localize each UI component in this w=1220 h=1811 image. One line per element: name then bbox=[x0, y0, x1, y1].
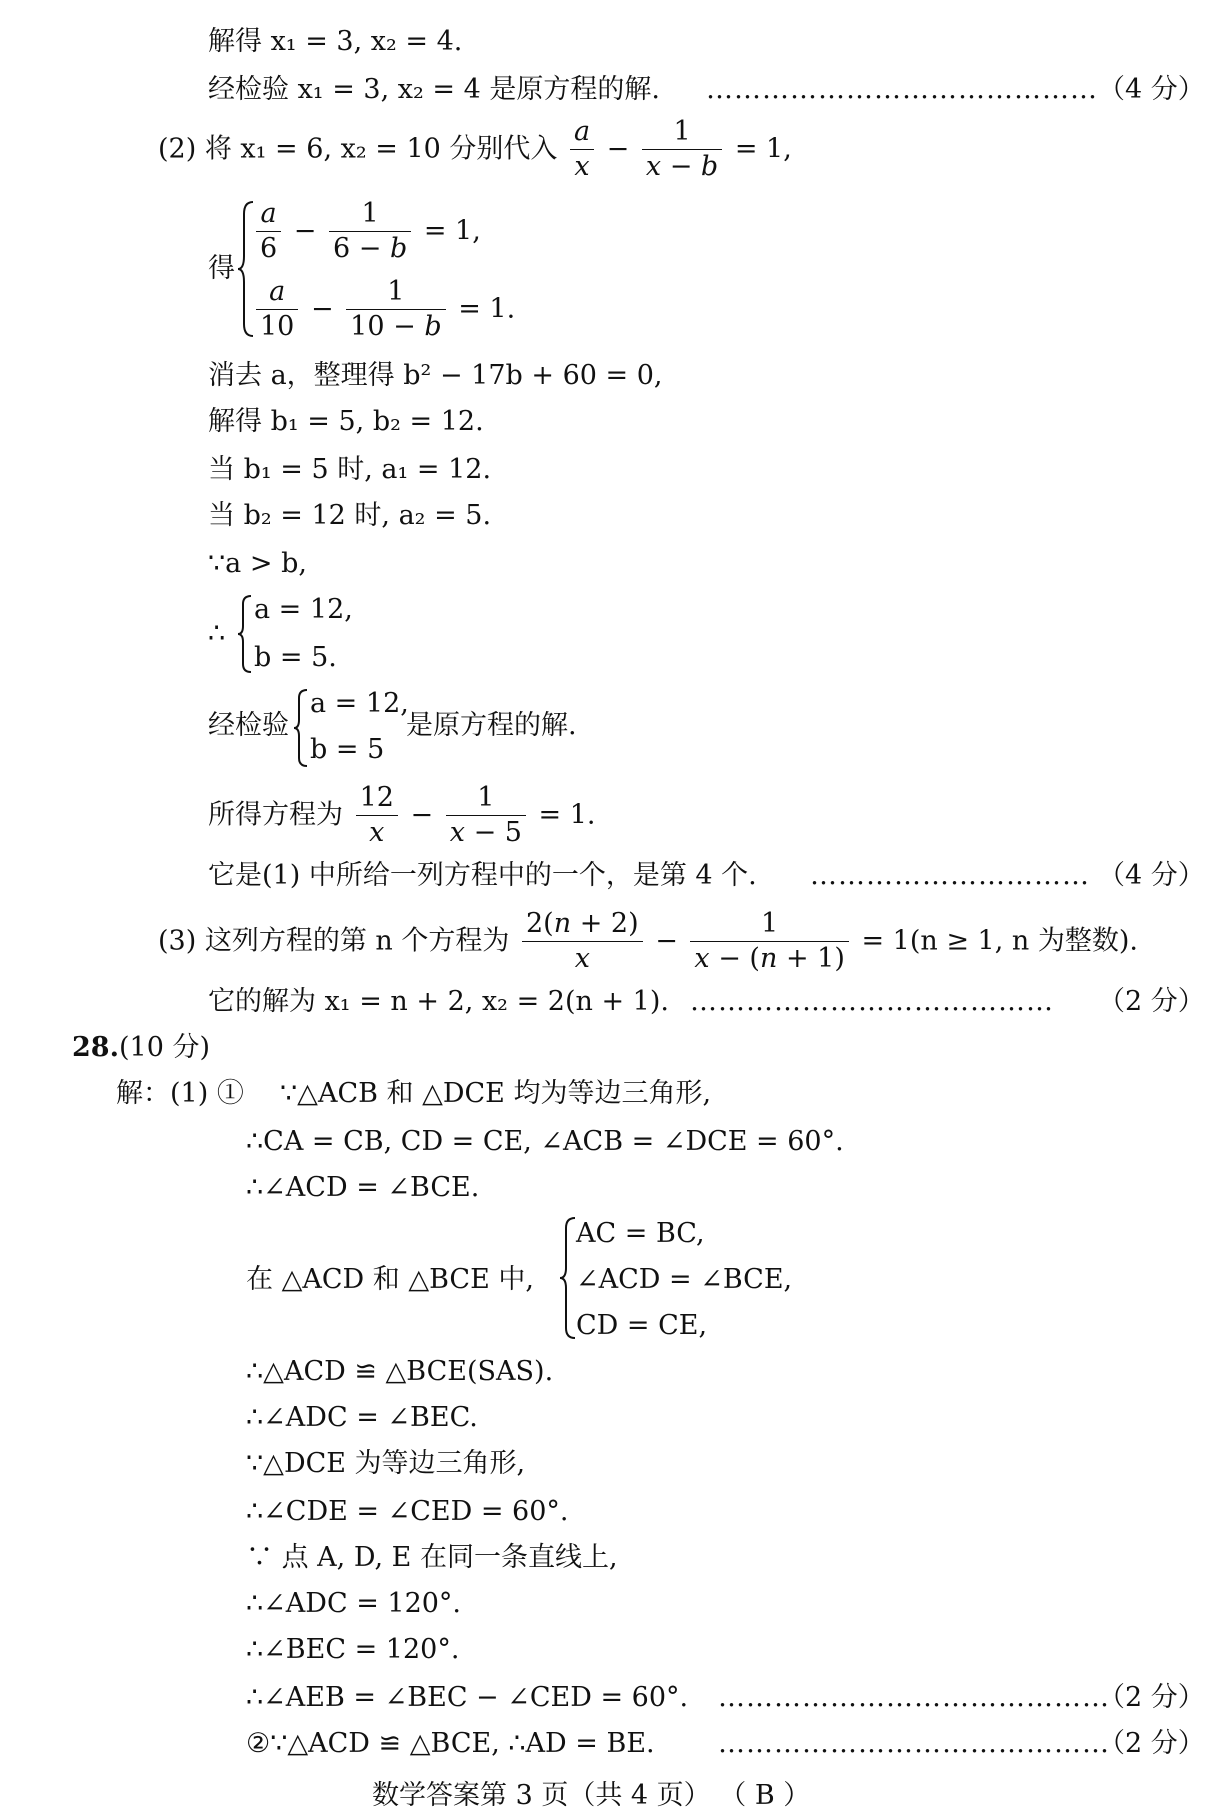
left-brace bbox=[292, 688, 310, 768]
eliminate-line: 消去 a，整理得 b² − 17b + 60 = 0, bbox=[208, 360, 663, 391]
condition-2: ∠ACD = ∠BCE, bbox=[576, 1264, 793, 1295]
fraction-1-over-x-minus-5: $\frac{1}{x - 5}$ bbox=[446, 784, 526, 848]
fraction-1-over-10-minus-b: $\frac{1}{10 - b}$ bbox=[346, 278, 445, 342]
fraction-1-over-6-minus-b: $\frac{1}{6 - b}$ bbox=[329, 200, 411, 264]
leader-dots: …………………………………… bbox=[718, 1682, 1110, 1713]
part3-suffix: = 1(n ≥ 1, n 为整数). bbox=[861, 925, 1138, 957]
left-brace bbox=[236, 594, 254, 674]
solution-b: b = 5. bbox=[254, 642, 337, 673]
system-eq2: $\frac{a}{10}$ − $\frac{1}{10 - b}$ = 1. bbox=[252, 278, 515, 342]
proof-line-1: ∵△ACB 和 △DCE 均为等边三角形, bbox=[280, 1078, 712, 1109]
when-b1-line: 当 b₁ = 5 时, a₁ = 12. bbox=[208, 454, 492, 485]
system-eq1: $\frac{a}{6}$ − $\frac{1}{6 - b}$ = 1, bbox=[252, 200, 481, 264]
therefore-symbol: ∴ bbox=[208, 618, 226, 649]
fraction-12-over-x: $\frac{12}{x}$ bbox=[356, 784, 398, 848]
question-points: (10 分) bbox=[118, 1032, 210, 1063]
score-label: （2 分） bbox=[1098, 1682, 1205, 1713]
proof-line-4: ∴△ACD ≌ △BCE(SAS). bbox=[246, 1356, 554, 1387]
de-label: 得 bbox=[208, 253, 235, 284]
leader-dots: ………………………………… bbox=[690, 986, 1054, 1017]
page-footer: 数学答案第 3 页（共 4 页） （ B ） bbox=[372, 1780, 811, 1811]
result-suffix: = 1. bbox=[538, 799, 596, 831]
score-label: （4 分） bbox=[1098, 860, 1205, 891]
check-prefix: 经检验 bbox=[208, 710, 289, 741]
proof-line-11: ∴∠AEB = ∠BEC − ∠CED = 60°. bbox=[246, 1682, 689, 1713]
score-label: （2 分） bbox=[1098, 986, 1205, 1017]
because-line: ∵a > b, bbox=[208, 548, 307, 579]
solution-a: a = 12, bbox=[254, 594, 353, 625]
proof-line-8: ∵ 点 A, D, E 在同一条直线上, bbox=[246, 1542, 618, 1573]
eq1-tail: = 1, bbox=[423, 215, 481, 247]
proof-line-2: ∴CA = CB, CD = CE, ∠ACB = ∠DCE = 60°. bbox=[246, 1126, 844, 1157]
fraction-a-over-6: $\frac{a}{6}$ bbox=[256, 200, 281, 264]
part-label: (2) bbox=[158, 133, 197, 165]
it-is-line: 它是(1) 中所给一列方程中的一个，是第 4 个. bbox=[208, 860, 757, 891]
proof-line-5: ∴∠ADC = ∠BEC. bbox=[246, 1402, 478, 1433]
check-x-line: 经检验 x₁ = 3, x₂ = 4 是原方程的解. bbox=[208, 74, 660, 105]
proof-line-9: ∴∠ADC = 120°. bbox=[246, 1588, 462, 1619]
part3-solution: 它的解为 x₁ = n + 2, x₂ = 2(n + 1). bbox=[208, 986, 669, 1017]
proof-line-3: ∴∠ACD = ∠BCE. bbox=[246, 1172, 480, 1203]
proof-line-6: ∵△DCE 为等边三角形, bbox=[246, 1448, 526, 1479]
left-brace bbox=[558, 1216, 578, 1340]
equals-one: = 1, bbox=[734, 133, 792, 165]
solution-label: 解：(1) ① bbox=[116, 1078, 244, 1109]
score-label: （4 分） bbox=[1098, 74, 1205, 105]
solve-b-line: 解得 b₁ = 5, b₂ = 12. bbox=[208, 406, 484, 437]
result-equation: 所得方程为 $\frac{12}{x}$ − $\frac{1}{x - 5}$ = 1. bbox=[208, 782, 596, 849]
in-triangles-prefix: 在 △ACD 和 △BCE 中, bbox=[246, 1264, 534, 1295]
leader-dots: …………………………………… bbox=[718, 1728, 1110, 1759]
fraction-a-over-10: $\frac{a}{10}$ bbox=[256, 278, 298, 342]
condition-1: AC = BC, bbox=[576, 1218, 705, 1249]
leader-dots: …………………………………… bbox=[706, 74, 1098, 105]
eq2-tail: = 1. bbox=[458, 293, 516, 325]
leader-dots: ………………………… bbox=[810, 860, 1090, 891]
question-number: 28. bbox=[72, 1032, 119, 1063]
part-label: (3) bbox=[158, 925, 197, 957]
intro-text: 将 x₁ = 6, x₂ = 10 分别代入 bbox=[204, 133, 558, 165]
check-a: a = 12, bbox=[310, 688, 409, 719]
fraction-2n-plus-2-over-x: $\frac{2(n + 2)}{x}$ bbox=[522, 910, 643, 974]
fraction-1-over-x-minus-b: $\frac{1}{x - b}$ bbox=[642, 118, 722, 182]
score-label: （2 分） bbox=[1098, 1728, 1205, 1759]
solve-x-line: 解得 x₁ = 3, x₂ = 4. bbox=[208, 26, 463, 57]
proof-line-12: ②∵△ACD ≌ △BCE, ∴AD = BE. bbox=[246, 1728, 655, 1759]
check-b: b = 5 bbox=[310, 734, 385, 765]
part2-intro: (2) 将 x₁ = 6, x₂ = 10 分别代入 $\frac{a}{x}$ − $\frac{1}{x - b}$ = 1, bbox=[158, 116, 792, 183]
result-prefix: 所得方程为 bbox=[208, 799, 343, 831]
proof-line-10: ∴∠BEC = 120°. bbox=[246, 1634, 460, 1665]
question-28-header bbox=[72, 1034, 210, 1061]
part3-equation: (3) 这列方程的第 n 个方程为 $\frac{2(n + 2)}{x}$ − $\frac{1}{x - (n + 1)}$ = 1(n ≥ 1, n 为整数). bbox=[158, 908, 1138, 975]
part3-prefix: 这列方程的第 n 个方程为 bbox=[204, 925, 510, 957]
fraction-1-over-x-minus-n-plus-1: $\frac{1}{x - (n + 1)}$ bbox=[690, 910, 848, 974]
fraction-a-over-x: $\frac{a}{x}$ bbox=[570, 118, 594, 182]
check-suffix: 是原方程的解. bbox=[406, 710, 577, 741]
proof-line-7: ∴∠CDE = ∠CED = 60°. bbox=[246, 1496, 569, 1527]
when-b2-line: 当 b₂ = 12 时, a₂ = 5. bbox=[208, 500, 492, 531]
condition-3: CD = CE, bbox=[576, 1310, 708, 1341]
